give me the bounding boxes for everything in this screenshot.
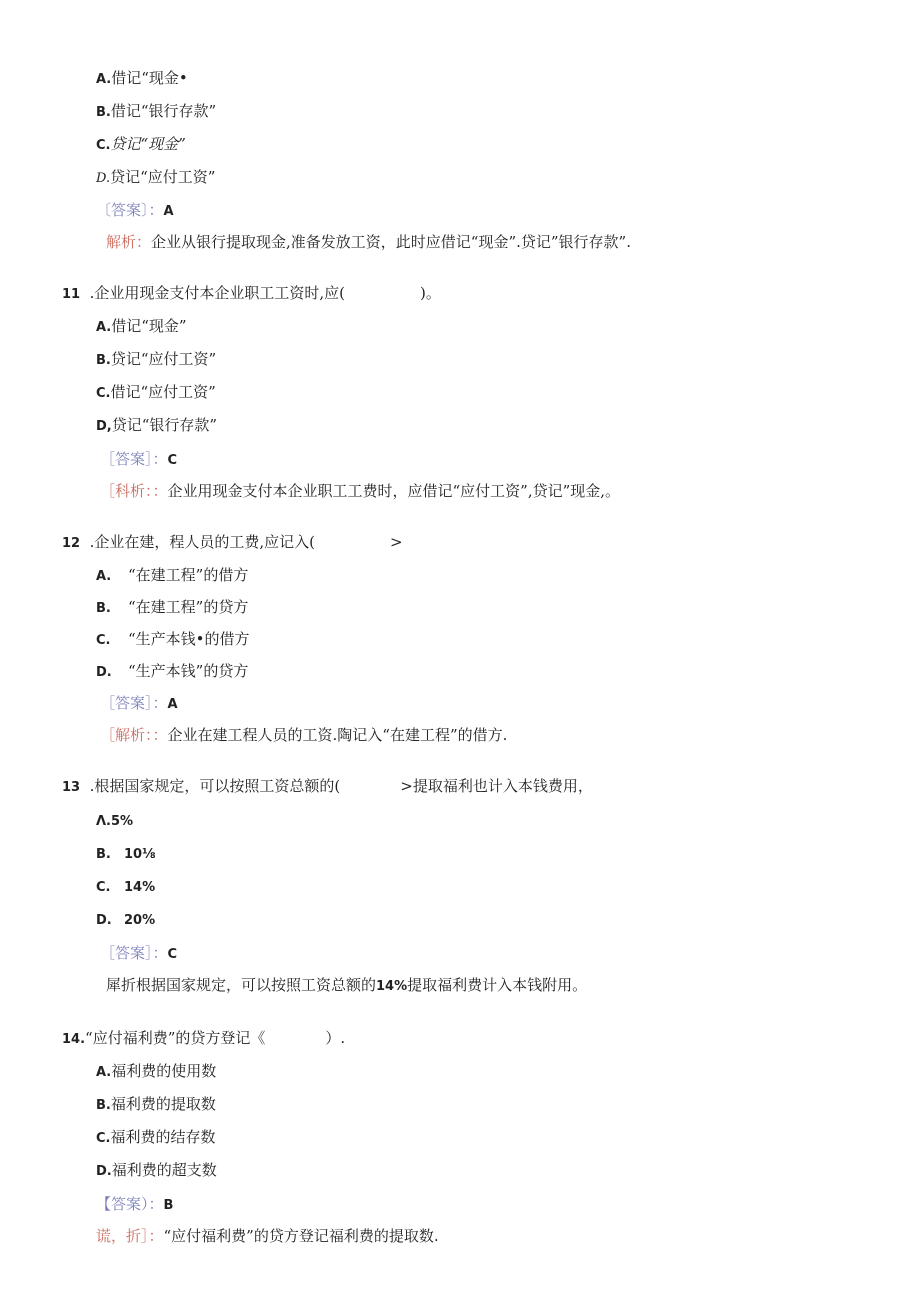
q13-analysis [106, 975, 587, 997]
option-letter: D. [96, 913, 112, 928]
answer-label: ［答案］： [100, 944, 168, 962]
q11-option-b [96, 349, 216, 371]
option-text: 福利费的结存数 [110, 1128, 216, 1146]
option-letter: C. [96, 138, 111, 153]
answer-label: ［答案］： [100, 694, 168, 712]
q14-option-b [96, 1094, 216, 1116]
option-letter: B. [96, 105, 111, 120]
q14-option-c [96, 1127, 216, 1149]
option-letter: A. [96, 1065, 112, 1080]
analysis-text: 企业用现金支付本企业职工工费时，应借记“应付工资”,贷记”现金,。 [167, 482, 621, 500]
analysis-text: 犀折根据国家规定，可以按照工资总额的 [106, 976, 377, 994]
q11-stem [62, 283, 441, 305]
analysis-text: 提取福利费计入本钱附用。 [407, 976, 588, 994]
question-text: .根据国家规定，可以按照工资总额的( >提取福利也计入本钱费用， [89, 777, 593, 795]
option-text: 借记“银行存款” [110, 102, 217, 120]
question-number: 11 [62, 287, 81, 302]
answer-value: A [163, 204, 174, 219]
q10-answer [96, 200, 174, 222]
q11-option-a [96, 316, 187, 338]
q13-answer [100, 943, 177, 965]
q11-option-d [96, 415, 217, 437]
q11-answer [100, 449, 177, 471]
analysis-text: 企业从银行提取现金,准备发放工资，此时应借记“现金”.贷记”银行存款”. [151, 233, 631, 251]
question-text: .企业用现金支付本企业职工工资时,应( )。 [89, 284, 441, 302]
option-letter: B. [96, 353, 111, 368]
q14-option-a [96, 1061, 216, 1083]
question-number: 14. [62, 1032, 86, 1047]
q12-answer [100, 693, 178, 715]
option-text: 福利费的使用数 [111, 1062, 217, 1080]
option-text: 借记“现金” [111, 317, 187, 335]
q14-stem [62, 1028, 345, 1050]
analysis-label: ［解析：： [100, 726, 168, 744]
option-letter: B. [96, 847, 111, 862]
question-number: 12 [62, 536, 81, 551]
answer-value: C [167, 947, 178, 962]
q13-option-d [96, 909, 155, 931]
answer-label: 【答案）： [96, 1195, 164, 1213]
option-text: 贷记“银行存款” [111, 416, 218, 434]
answer-label: 〔答案〕： [96, 201, 164, 219]
q12-option-b [96, 597, 248, 619]
q13-stem [62, 776, 593, 798]
q11-option-c [96, 382, 216, 404]
option-letter: D, [96, 419, 112, 434]
answer-label: ［答案］： [100, 450, 168, 468]
q13-option-c [96, 876, 155, 898]
q14-option-d [96, 1160, 217, 1182]
option-letter: C. [96, 880, 111, 895]
q12-option-d [96, 661, 248, 683]
option-text: 贷记“应付工资” [110, 168, 216, 186]
option-text: 10⅛ [124, 847, 156, 862]
q12-stem [62, 532, 403, 554]
analysis-text: 企业在建工程人员的工资.陶记入“在建工程”的借方. [167, 726, 508, 744]
option-text: “生产本钱•的借方 [128, 630, 250, 648]
q10-option-a [96, 68, 188, 90]
option-text: 20% [124, 913, 156, 928]
q10-option-d [96, 167, 215, 189]
option-letter: A. [96, 72, 112, 87]
option-text: 福利费的超支数 [111, 1161, 217, 1179]
question-text: .企业在建，程人员的工费,应记入( > [89, 533, 403, 551]
analysis-label: 解析： [106, 233, 152, 251]
question-number: 13 [62, 780, 81, 795]
analysis-text: “应付福利费”的贷方登记福利费的提取数. [163, 1227, 439, 1245]
option-text: 借记“应付工资” [110, 383, 216, 401]
option-letter: C. [96, 386, 111, 401]
answer-value: A [167, 697, 178, 712]
option-letter: C. [96, 1131, 111, 1146]
option-text: 福利费的提取数 [110, 1095, 216, 1113]
option-letter: A. [96, 320, 112, 335]
option-text: 贷记“应付工资” [110, 350, 217, 368]
option-text: 借记“现金• [111, 69, 188, 87]
q12-option-c [96, 629, 250, 651]
option-text: 14% [124, 880, 156, 895]
q12-analysis [100, 725, 507, 745]
q10-analysis [106, 232, 631, 252]
option-letter: D. [96, 665, 112, 680]
option-letter: Λ. [96, 814, 111, 829]
analysis-label: 谎，折］： [96, 1227, 164, 1245]
q13-option-a [96, 810, 133, 832]
option-text: “生产本钱”的贷方 [128, 662, 249, 680]
option-letter: A. [96, 569, 112, 584]
answer-value: C [167, 453, 178, 468]
option-text: 5% [111, 814, 134, 829]
option-letter: B. [96, 601, 111, 616]
analysis-label: ［科析：： [100, 482, 168, 500]
option-text: “在建工程”的借方 [128, 566, 249, 584]
q13-option-b [96, 843, 156, 865]
q14-answer [96, 1194, 173, 1216]
option-letter: D. [96, 171, 111, 186]
option-text: “在建工程”的贷方 [128, 598, 249, 616]
option-text: 贷记“现金” [110, 135, 186, 153]
q14-analysis [96, 1226, 439, 1246]
q11-analysis [100, 481, 620, 501]
option-letter: C. [96, 633, 111, 648]
question-text: “应付福利费”的贷方登记《 ）. [85, 1029, 346, 1047]
option-letter: D. [96, 1164, 112, 1179]
q10-option-c [96, 134, 186, 156]
answer-value: B [163, 1198, 174, 1213]
analysis-emphasis: 14% [376, 979, 408, 994]
q10-option-b [96, 101, 216, 123]
option-letter: B. [96, 1098, 111, 1113]
q12-option-a [96, 565, 248, 587]
